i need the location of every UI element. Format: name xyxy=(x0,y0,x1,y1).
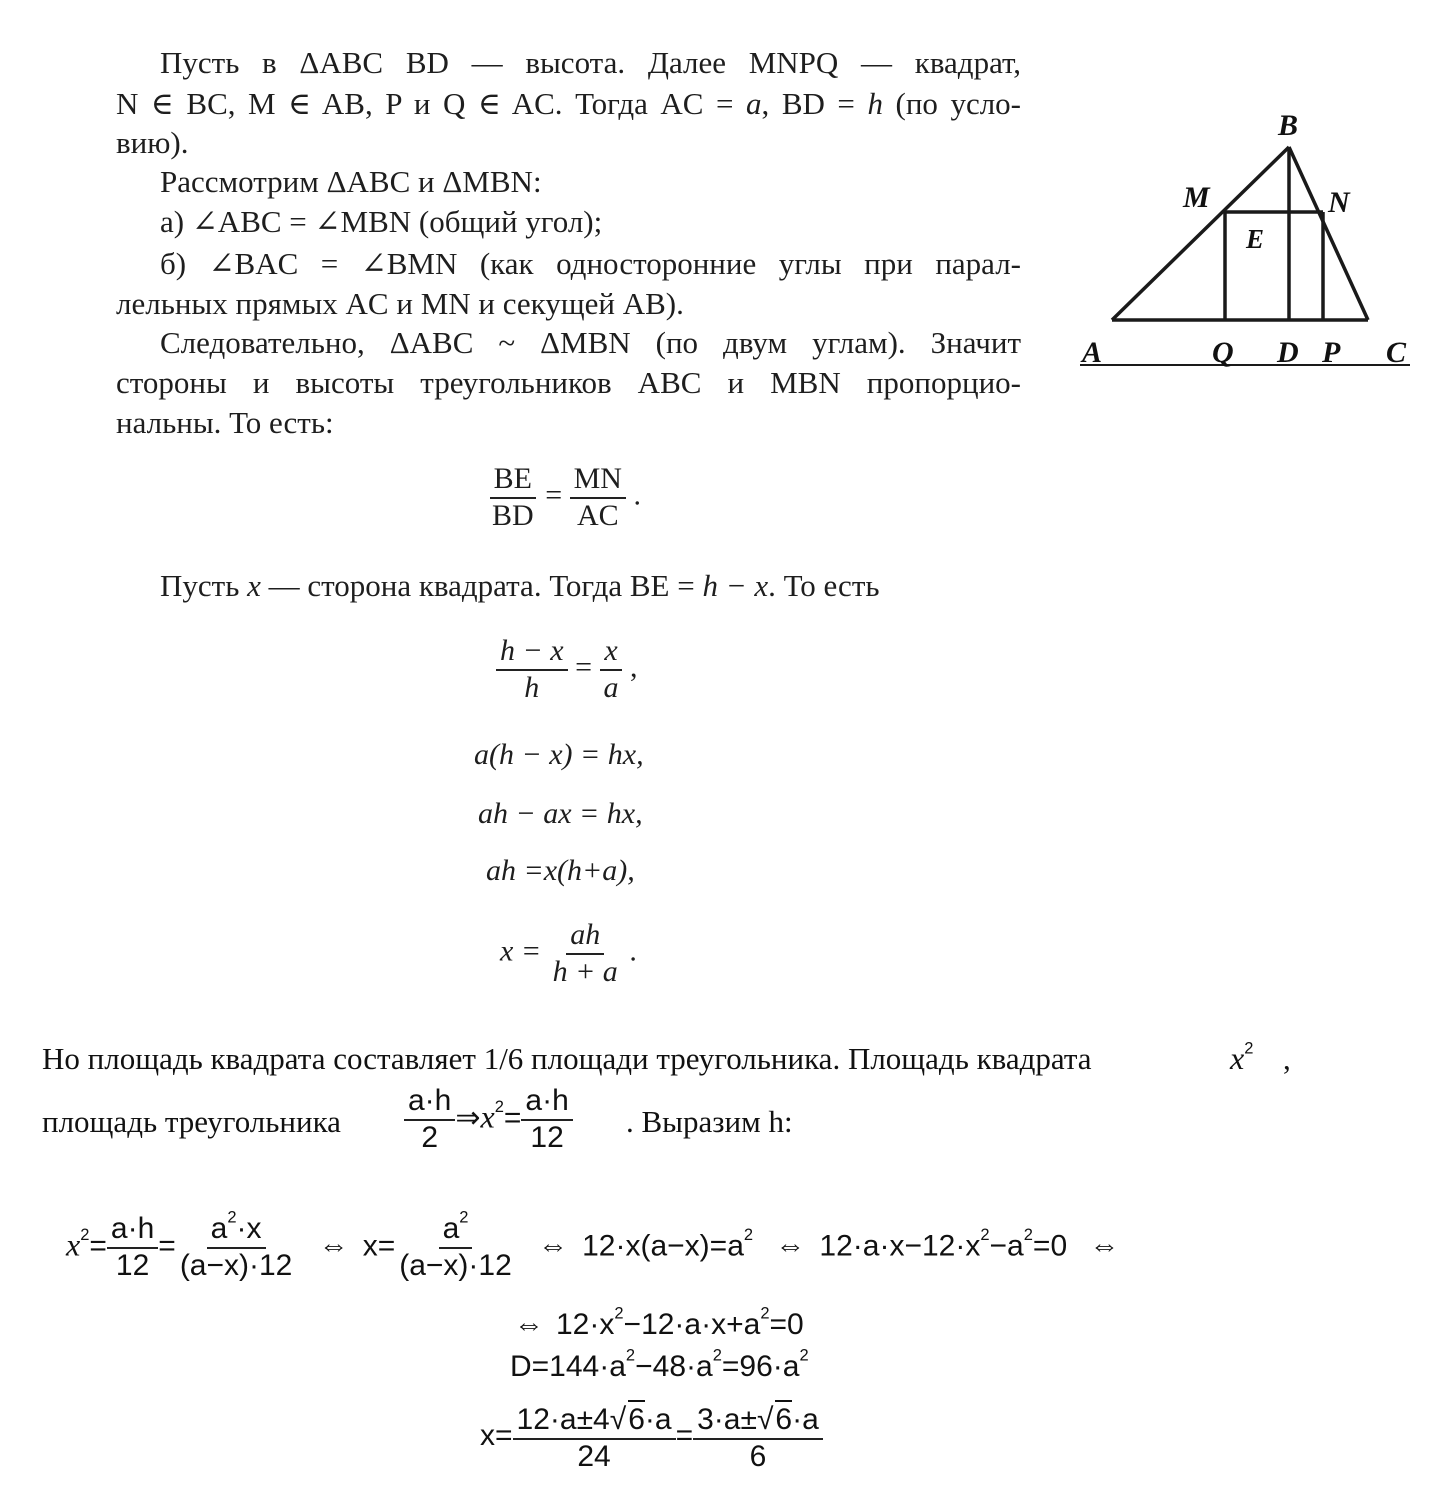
var-x: x xyxy=(1230,1040,1245,1076)
text-span: (по усло- xyxy=(882,86,1022,121)
para6 xyxy=(160,567,1065,605)
fraction xyxy=(570,462,626,533)
numerator-text: a xyxy=(442,1212,460,1245)
fraction xyxy=(496,634,568,705)
equation-6 xyxy=(500,918,637,989)
label-d: D xyxy=(1277,336,1299,369)
label-a: A xyxy=(1082,336,1103,369)
text-span: нальны. То есть: xyxy=(116,405,334,440)
text-span: площадь треугольника xyxy=(42,1104,341,1139)
denominator: h xyxy=(524,670,540,704)
numerator xyxy=(207,1208,266,1249)
denominator: 2 xyxy=(421,1120,439,1154)
equals-sign: = xyxy=(503,1101,522,1135)
fraction xyxy=(404,1084,455,1155)
exponent: 2 xyxy=(80,1225,90,1244)
denominator: a xyxy=(603,670,619,704)
numerator: x xyxy=(600,634,621,671)
para4-line2 xyxy=(116,285,1021,323)
equation-text: a(h − x) = hx, xyxy=(474,738,644,771)
equals-sign: = xyxy=(158,1229,176,1263)
exponent: 2 xyxy=(614,1304,624,1323)
iff-symbol: ⇔ xyxy=(538,1229,569,1263)
equation-text: 12·a·x−12·x xyxy=(819,1229,981,1263)
square-area-expr xyxy=(1230,1040,1253,1077)
radicand: 6 xyxy=(775,1400,792,1438)
label-c: C xyxy=(1386,336,1407,369)
exponent: 2 xyxy=(494,1097,504,1116)
equation-text: ah =x(h+a), xyxy=(486,854,635,887)
fraction xyxy=(549,918,622,989)
label-m: M xyxy=(1183,181,1210,214)
equation-1 xyxy=(488,462,641,533)
text-span: . То есть xyxy=(768,568,880,603)
denominator: AC xyxy=(576,498,619,532)
equation-text: D=144·a xyxy=(510,1350,626,1383)
lhs: x= xyxy=(480,1418,513,1452)
denominator: 12 xyxy=(530,1120,564,1154)
fraction xyxy=(488,462,538,533)
text-span: вию). xyxy=(116,125,189,160)
text-span: N ∈ BC, M ∈ AB, P и Q ∈ AC. Тогда AC = xyxy=(116,86,747,121)
equals-sign: = xyxy=(575,650,592,684)
denominator: 24 xyxy=(577,1439,611,1473)
para7-line2 xyxy=(42,1104,341,1140)
fraction xyxy=(521,1084,572,1155)
text-span: стороны и высоты треугольников ABC и MBN пропорцио- xyxy=(116,365,1021,400)
para7-line1 xyxy=(42,1041,1092,1077)
triangle-area-expr xyxy=(404,1084,573,1155)
label-n: N xyxy=(1328,186,1350,219)
text-span: Но площадь квадрата составляет 1/6 площади треугольника. Площадь квадрата xyxy=(42,1041,1092,1076)
iff-symbol: ⇔ xyxy=(514,1308,544,1341)
punctuation: , xyxy=(1283,1041,1291,1076)
exponent: 2 xyxy=(625,1346,636,1365)
label-p: P xyxy=(1322,336,1341,369)
numerator-text: ·a xyxy=(792,1403,819,1436)
exponent: 2 xyxy=(459,1208,469,1227)
numerator: a·h xyxy=(107,1212,158,1249)
label-q: Q xyxy=(1212,336,1234,369)
fraction xyxy=(395,1208,516,1283)
expr-h-minus-x: h − x xyxy=(702,568,769,603)
punctuation: . xyxy=(633,478,641,512)
para5-line2 xyxy=(116,364,1021,402)
equation-2 xyxy=(496,634,637,705)
numerator-text: 12·a±4 xyxy=(516,1403,610,1436)
para5-line1 xyxy=(160,324,1021,362)
denominator: (a−x)·12 xyxy=(179,1248,293,1282)
para1-line2 xyxy=(116,85,1021,123)
text-span: лельных прямых AC и MN и секущей AB). xyxy=(116,286,684,321)
roots-row xyxy=(480,1400,823,1474)
iff-symbol: ⇔ xyxy=(318,1229,349,1263)
numerator xyxy=(513,1400,676,1440)
sqrt: √6 xyxy=(610,1403,645,1436)
label-b: B xyxy=(1278,109,1299,142)
punctuation: , xyxy=(629,650,638,684)
equation-text: ah − ax = hx, xyxy=(478,797,643,830)
equation-5 xyxy=(486,854,635,888)
fraction xyxy=(599,634,622,705)
numerator-text: a xyxy=(210,1212,228,1245)
numerator: a·h xyxy=(404,1084,455,1121)
fraction xyxy=(513,1400,676,1474)
side-bc xyxy=(1289,147,1368,320)
text-span: б) ∠BAC = ∠BMN (как односторонние углы при парал- xyxy=(160,246,1021,281)
text-span: а) ∠ABC = ∠MBN (общий угол); xyxy=(160,204,603,239)
numerator: ah xyxy=(566,918,604,955)
iff-symbol: ⇔ xyxy=(1089,1229,1120,1263)
para4-line1 xyxy=(160,245,1021,283)
equals-sign: = xyxy=(545,478,563,512)
exponent: 2 xyxy=(743,1225,754,1244)
numerator xyxy=(439,1208,473,1249)
denominator: 12 xyxy=(115,1248,150,1282)
punctuation: . xyxy=(629,934,637,968)
text-span: Рассмотрим ΔABC и ΔMBN: xyxy=(160,164,542,199)
discriminant-row xyxy=(510,1346,809,1384)
denominator: h + a xyxy=(552,954,618,988)
numerator-text: ·a xyxy=(644,1403,672,1436)
numerator: a·h xyxy=(521,1084,572,1121)
equals-sign: = xyxy=(89,1229,107,1263)
para7-line2-end xyxy=(626,1104,793,1140)
exponent: 2 xyxy=(1244,1039,1254,1058)
para5-line3 xyxy=(116,404,1021,442)
equals-sign: = xyxy=(675,1418,694,1452)
label-e: E xyxy=(1246,224,1265,254)
text-span: Пусть xyxy=(160,568,248,603)
equation-4 xyxy=(478,797,643,831)
var-h: h xyxy=(867,86,883,121)
derivation-row-2 xyxy=(514,1304,804,1342)
exponent: 2 xyxy=(712,1346,722,1365)
exponent: 2 xyxy=(227,1208,237,1227)
var-x: x xyxy=(247,568,261,603)
denominator: BD xyxy=(492,498,534,532)
numerator: BE xyxy=(490,462,536,499)
exponent: 2 xyxy=(980,1225,990,1244)
var-a: a xyxy=(746,86,762,121)
figure-lines xyxy=(1080,147,1410,365)
para1-line3 xyxy=(116,124,1021,162)
implies-symbol: ⇒ xyxy=(455,1101,481,1135)
equation-text: 12·x xyxy=(556,1308,615,1341)
lhs: x = xyxy=(500,934,542,968)
numerator: h − x xyxy=(496,634,568,671)
text-span: Следовательно, ΔABC ~ ΔMBN (по двум углам). Значит xyxy=(160,325,1021,360)
equation-text: −48·a xyxy=(635,1350,713,1383)
equation-text: 12·x(a−x)=a xyxy=(582,1229,744,1263)
text-span: . Выразим h: xyxy=(626,1104,793,1139)
denominator: 6 xyxy=(749,1439,767,1473)
numerator xyxy=(693,1400,823,1440)
derivation-row-1 xyxy=(66,1208,1120,1283)
fraction xyxy=(693,1400,823,1474)
equation-text: =0 xyxy=(1032,1229,1068,1263)
geometry-figure xyxy=(1070,100,1420,380)
radicand: 6 xyxy=(628,1400,645,1438)
numerator-text: 3·a± xyxy=(697,1403,757,1436)
para3 xyxy=(160,203,1065,241)
iff-symbol: ⇔ xyxy=(775,1229,806,1263)
para1-line1 xyxy=(160,44,1021,82)
text-span: Пусть в ΔABC BD — высота. Далее MNPQ — квадрат, xyxy=(160,45,1021,80)
lhs: x= xyxy=(362,1229,396,1263)
text-span: — сторона квадрата. Тогда BE = xyxy=(260,568,703,603)
var-x: x xyxy=(66,1226,81,1263)
para7-comma xyxy=(1283,1041,1291,1077)
equation-text: =96·a xyxy=(721,1350,800,1383)
var-x: x xyxy=(480,1098,495,1135)
fraction xyxy=(107,1212,158,1283)
denominator: (a−x)·12 xyxy=(399,1248,512,1282)
exponent: 2 xyxy=(1023,1225,1033,1244)
numerator: MN xyxy=(570,462,626,499)
equation-3 xyxy=(474,738,644,772)
para2 xyxy=(160,163,1065,201)
equation-text: =0 xyxy=(769,1308,804,1341)
equation-text: −a xyxy=(989,1229,1024,1263)
fraction xyxy=(176,1208,297,1283)
exponent: 2 xyxy=(799,1346,809,1365)
sqrt: √6 xyxy=(757,1403,792,1436)
text-span: , BD = xyxy=(761,86,868,121)
equation-text: −12·a·x+a xyxy=(623,1308,761,1341)
numerator-text: ·x xyxy=(236,1212,262,1245)
exponent: 2 xyxy=(760,1304,770,1323)
